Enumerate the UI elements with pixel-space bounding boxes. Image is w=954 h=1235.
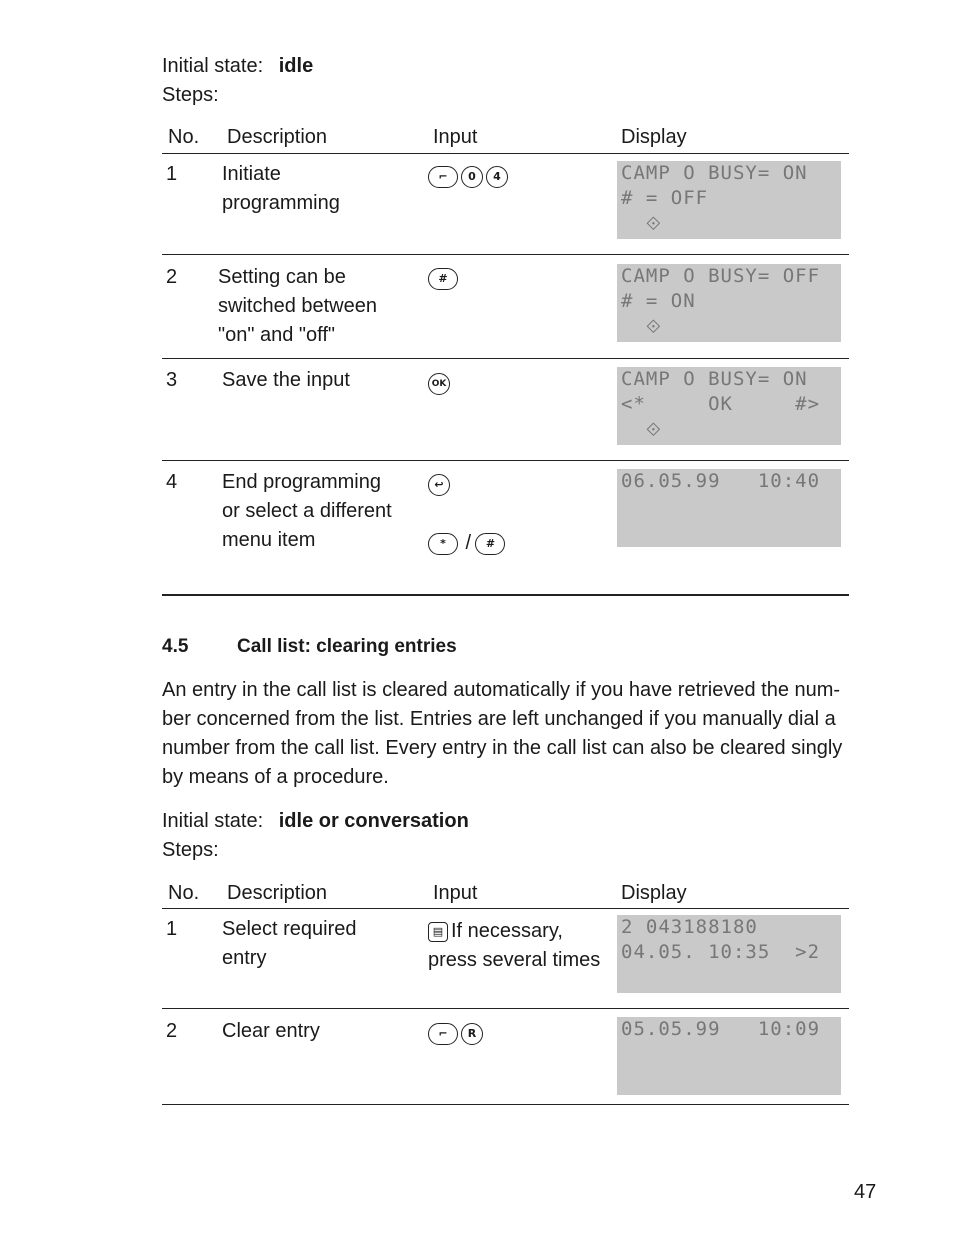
- row-number: 2: [166, 1020, 178, 1042]
- lcd-display: [617, 469, 841, 547]
- lcd-display: [617, 161, 841, 239]
- input-keys: [428, 532, 508, 555]
- row-description: [222, 1017, 412, 1046]
- col-header-display: Display: [621, 126, 687, 148]
- initial-state-label: Initial state:: [162, 810, 264, 832]
- table-rule: [162, 1104, 849, 1105]
- desc-line: Setting can be: [218, 266, 346, 288]
- lcd-line: ⟐: [621, 419, 662, 441]
- lcd-display: [617, 264, 841, 342]
- col-header-description: Description: [227, 126, 328, 148]
- lcd-line: CAMP O BUSY= OFF: [621, 265, 821, 287]
- hash-key[interactable]: #: [475, 533, 505, 555]
- section-rule: [162, 594, 849, 596]
- desc-line: Clear entry: [222, 1020, 320, 1042]
- desc-line: Save the input: [222, 369, 350, 391]
- input-keys: [428, 268, 461, 290]
- key-separator: /: [465, 532, 472, 554]
- row-number: 4: [166, 471, 178, 493]
- initial-state-line: [162, 52, 313, 81]
- section-title: Call list: clearing entries: [237, 636, 457, 657]
- handset-key-icon[interactable]: ⌐: [428, 166, 458, 188]
- hash-key[interactable]: #: [428, 268, 458, 290]
- desc-line: Initiate: [222, 163, 281, 185]
- key-4[interactable]: 4: [486, 166, 508, 188]
- table-rule: [162, 460, 849, 461]
- col-header-display: Display: [621, 882, 687, 904]
- col-header-no: No.: [168, 126, 200, 148]
- table-rule: [162, 358, 849, 359]
- paragraph-line: number from the call list. Every entry in the call list can also be cleared singly: [162, 737, 843, 759]
- end-call-key-icon[interactable]: ↩: [428, 474, 450, 496]
- paragraph-line: ber concerned from the list. Entries are left unchanged if you manually dial a: [162, 708, 836, 730]
- handset-key-icon[interactable]: ⌐: [428, 1023, 458, 1045]
- lcd-line: CAMP O BUSY= ON: [621, 162, 808, 184]
- initial-state-value: idle: [278, 55, 314, 77]
- col-header-description: Description: [227, 882, 328, 904]
- lcd-display: [617, 915, 841, 993]
- row-number: 1: [166, 163, 178, 185]
- input-instructions: [428, 917, 613, 975]
- col-header-input: Input: [433, 882, 478, 904]
- lcd-display: [617, 1017, 841, 1095]
- table-rule: [162, 153, 849, 154]
- section-number: 4.5: [162, 636, 189, 657]
- lcd-line: 2 043188180: [621, 916, 758, 938]
- steps-label: Steps:: [162, 839, 219, 861]
- row-number: 1: [166, 918, 178, 940]
- row-description: [222, 468, 422, 555]
- ok-key[interactable]: OK: [428, 373, 450, 395]
- lcd-line: # = OFF: [621, 187, 709, 209]
- table-rule: [162, 254, 849, 255]
- paragraph-line: An entry in the call list is cleared automatically if you have retrieved the num-: [162, 679, 841, 701]
- input-keys: [428, 373, 453, 395]
- desc-line: Select required: [222, 918, 357, 940]
- lcd-display: [617, 367, 841, 445]
- lcd-line: ⟐: [621, 316, 662, 338]
- page-number: 47: [854, 1181, 877, 1203]
- input-keys: [428, 166, 511, 188]
- row-description: [218, 263, 408, 350]
- input-keys: [428, 1023, 486, 1045]
- col-header-no: No.: [168, 882, 200, 904]
- desc-line: switched between: [218, 295, 377, 317]
- initial-state-label: Initial state:: [162, 55, 264, 77]
- initial-state-value: idle or conversation: [278, 810, 469, 832]
- key-0[interactable]: 0: [461, 166, 483, 188]
- steps-label: Steps:: [162, 84, 219, 106]
- paragraph-line: by means of a procedure.: [162, 766, 389, 788]
- star-key[interactable]: *: [428, 533, 458, 555]
- initial-state-line: [162, 807, 469, 836]
- input-keys: [428, 474, 453, 496]
- lcd-line: ⟐: [621, 213, 662, 235]
- lcd-line: <* OK #>: [621, 393, 821, 415]
- lcd-line: 04.05. 10:35 >2: [621, 941, 821, 963]
- lcd-line: CAMP O BUSY= ON: [621, 368, 808, 390]
- desc-line: menu item: [222, 529, 316, 551]
- row-description: [222, 366, 412, 395]
- desc-line: "on" and "off": [218, 324, 336, 346]
- row-number: 2: [166, 266, 178, 288]
- col-header-input: Input: [433, 126, 478, 148]
- lcd-line: 06.05.99 10:40: [621, 470, 821, 492]
- input-text: If necessary,: [451, 920, 563, 942]
- table-rule: [162, 1008, 849, 1009]
- lcd-line: 05.05.99 10:09: [621, 1018, 821, 1040]
- desc-line: entry: [222, 947, 267, 969]
- row-number: 3: [166, 369, 178, 391]
- body-paragraph: [162, 676, 852, 792]
- table-rule: [162, 908, 849, 909]
- row-description: [222, 160, 412, 218]
- desc-line: or select a different: [222, 500, 392, 522]
- call-list-key-icon[interactable]: ▤: [428, 922, 448, 942]
- row-description: [222, 915, 412, 973]
- desc-line: End programming: [222, 471, 381, 493]
- desc-line: programming: [222, 192, 340, 214]
- r-key[interactable]: R: [461, 1023, 483, 1045]
- input-text: press several times: [428, 949, 601, 971]
- lcd-line: # = ON: [621, 290, 696, 312]
